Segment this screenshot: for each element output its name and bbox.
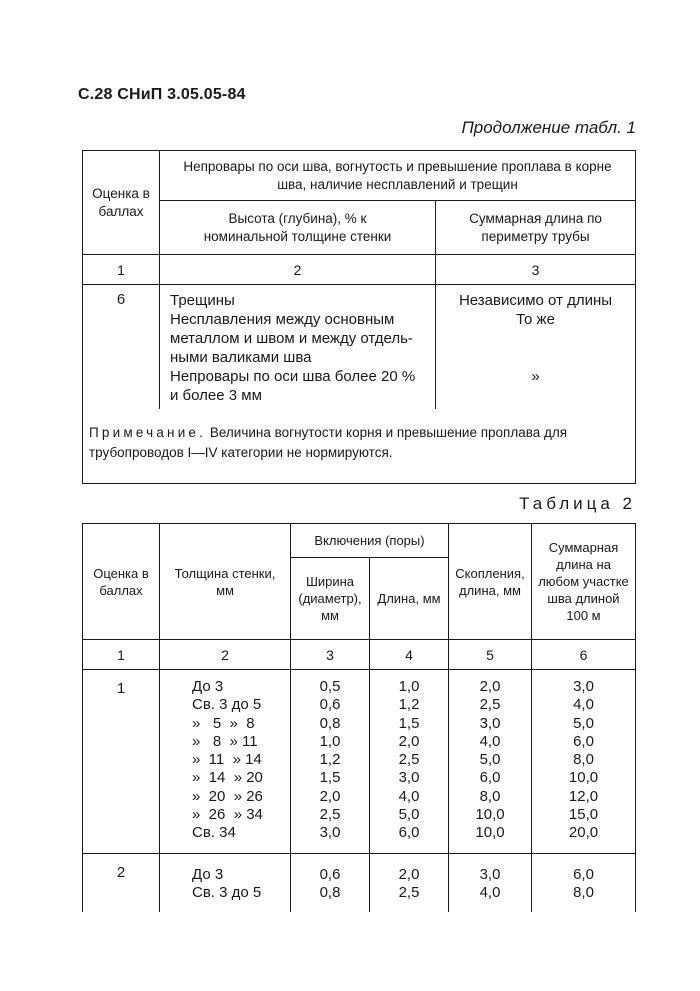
table-continuation-caption: Продолжение табл. 1 xyxy=(461,118,636,137)
t2-total: 4,0 xyxy=(573,696,594,714)
t2-length: 5,0 xyxy=(398,806,420,824)
table-2-title: Таблица 2 xyxy=(519,494,636,513)
table-2 xyxy=(82,523,636,912)
t2-cluster: 2,5 xyxy=(479,696,501,714)
t2-total-list xyxy=(532,853,636,912)
t2-colnum: 5 xyxy=(449,640,532,670)
t2-length-list xyxy=(370,853,449,912)
t2-thickness: » 8 » 11 xyxy=(192,732,258,750)
t2-width: 3,0 xyxy=(319,824,341,842)
t1-defect-line: Трещины xyxy=(170,292,235,309)
table-1 xyxy=(82,150,636,484)
t2-total: 3,0 xyxy=(573,678,594,695)
t2-length: 2,5 xyxy=(398,883,420,901)
t2-width: 0,8 xyxy=(319,714,341,732)
t2-thickness: » 11 » 14 xyxy=(192,751,262,769)
t2-header-len: Длина, мм xyxy=(370,558,449,640)
t2-total: 10,0 xyxy=(568,769,599,787)
t2-total-list xyxy=(532,670,636,854)
t2-thickness: До 3 xyxy=(192,678,224,695)
t2-width-list xyxy=(291,670,370,854)
t2-colnum: 6 xyxy=(532,640,636,670)
t2-cluster: 4,0 xyxy=(479,883,501,901)
t2-cluster: 10,0 xyxy=(475,806,505,824)
t2-cluster: 8,0 xyxy=(479,787,501,805)
t1-defects xyxy=(160,285,436,410)
t2-total: 6,0 xyxy=(573,865,594,883)
t2-length: 1,2 xyxy=(398,696,420,714)
t2-cluster: 3,0 xyxy=(479,714,501,732)
t2-width: 1,0 xyxy=(319,732,341,750)
page-header: С.28 СНиП 3.05.05-84 xyxy=(78,86,246,103)
t1-defect-line: Несплавления между основным xyxy=(170,311,395,328)
t2-header-inclusions: Включения (поры) xyxy=(291,524,449,558)
t2-width: 2,5 xyxy=(319,806,341,824)
t2-header-clusters: Скопления, длина, мм xyxy=(449,524,532,640)
t2-total: 8,0 xyxy=(573,751,594,769)
t2-header-score: Оценка в баллах xyxy=(83,524,160,640)
t2-length: 3,0 xyxy=(398,769,420,787)
t2-score: 2 xyxy=(83,853,160,912)
t1-defect-line: Непровары по оси шва более 20 % xyxy=(170,368,416,385)
t2-header-width: Ширина (диаметр), мм xyxy=(291,558,370,640)
t2-total: 5,0 xyxy=(573,714,594,732)
t2-cluster: 10,0 xyxy=(475,824,505,842)
t2-cluster: 3,0 xyxy=(479,865,501,883)
t1-header-group: Непровары по оси шва, вогнутость и превышение проплава в корне шва, наличие несплавлений и трещин xyxy=(160,151,636,201)
t2-thickness: » 20 » 26 xyxy=(192,787,263,805)
t1-defect-line: ными валиками шва xyxy=(170,349,312,366)
t2-colnum: 1 xyxy=(83,640,160,670)
t1-header-height: Высота (глубина), % к номинальной толщине стенки xyxy=(160,201,436,255)
t1-score: 6 xyxy=(83,285,160,410)
t2-length: 2,0 xyxy=(398,732,420,750)
t2-cluster: 4,0 xyxy=(479,732,501,750)
t2-width: 1,5 xyxy=(319,769,341,787)
t2-length-list xyxy=(370,670,449,854)
t2-row-score-2 xyxy=(83,853,636,912)
t2-header-thickness: Толщина стенки, мм xyxy=(160,524,291,640)
t2-total: 8,0 xyxy=(573,883,594,901)
t2-thickness-list xyxy=(160,853,291,912)
t2-total: 6,0 xyxy=(573,732,594,750)
t2-thickness: » 5 » 8 xyxy=(192,714,255,732)
t2-thickness: До 3 xyxy=(192,865,224,883)
t2-total: 12,0 xyxy=(568,787,599,805)
t2-width: 0,8 xyxy=(319,883,341,901)
t1-length-line: Независимо от длины xyxy=(458,292,613,309)
t1-note xyxy=(83,409,636,484)
t2-score: 1 xyxy=(83,670,160,854)
t1-colnum: 1 xyxy=(83,255,160,285)
t2-header-total: Суммарная длина на любом участке шва длиной 100 м xyxy=(532,524,636,640)
t2-length: 1,0 xyxy=(398,678,420,695)
t1-length-line: То же xyxy=(516,311,555,328)
t2-cluster: 6,0 xyxy=(479,769,501,787)
t1-header-length: Суммарная длина по периметру трубы xyxy=(436,201,636,255)
t2-total: 15,0 xyxy=(568,806,599,824)
t2-length: 1,5 xyxy=(398,714,420,732)
t2-length: 2,5 xyxy=(398,751,420,769)
t2-thickness: » 14 » 20 xyxy=(192,769,263,787)
t1-note-text: Величина вогнутости корня и превышение проплава для трубопроводов I—IV категории не нормируются. xyxy=(89,425,568,460)
t2-thickness: Св. 34 xyxy=(192,824,236,842)
t2-thickness: » 26 » 34 xyxy=(192,806,263,824)
t2-width: 1,2 xyxy=(319,751,341,769)
t2-total: 20,0 xyxy=(568,824,599,842)
t2-cluster: 5,0 xyxy=(479,751,501,769)
t2-thickness-list xyxy=(160,670,291,854)
t1-defect-line: металлом и швом и между отдель- xyxy=(170,330,413,347)
t1-length-line: » xyxy=(531,368,540,385)
t2-colnum: 2 xyxy=(160,640,291,670)
t1-lengths xyxy=(436,285,636,410)
t2-thickness: Св. 3 до 5 xyxy=(192,883,262,901)
t2-length: 4,0 xyxy=(398,787,420,805)
t1-colnum: 3 xyxy=(436,255,636,285)
t1-defect-line: и более 3 мм xyxy=(170,387,262,404)
t2-thickness: Св. 3 до 5 xyxy=(192,696,262,714)
t2-cluster: 2,0 xyxy=(479,678,501,695)
t2-clusters-list xyxy=(449,853,532,912)
t2-length: 6,0 xyxy=(398,824,420,842)
t1-header-score: Оценка в баллах xyxy=(83,151,160,255)
t2-colnum: 3 xyxy=(291,640,370,670)
t2-width: 2,0 xyxy=(319,787,341,805)
t2-colnum: 4 xyxy=(370,640,449,670)
t2-length: 2,0 xyxy=(398,865,420,883)
t2-width-list xyxy=(291,853,370,912)
t2-row-score-1 xyxy=(83,670,636,854)
t2-width: 0,6 xyxy=(319,696,341,714)
t2-width: 0,5 xyxy=(319,678,341,695)
t2-clusters-list xyxy=(449,670,532,854)
t2-width: 0,6 xyxy=(319,865,341,883)
t1-colnum: 2 xyxy=(160,255,436,285)
t1-note-label: Примечание. xyxy=(89,425,207,440)
